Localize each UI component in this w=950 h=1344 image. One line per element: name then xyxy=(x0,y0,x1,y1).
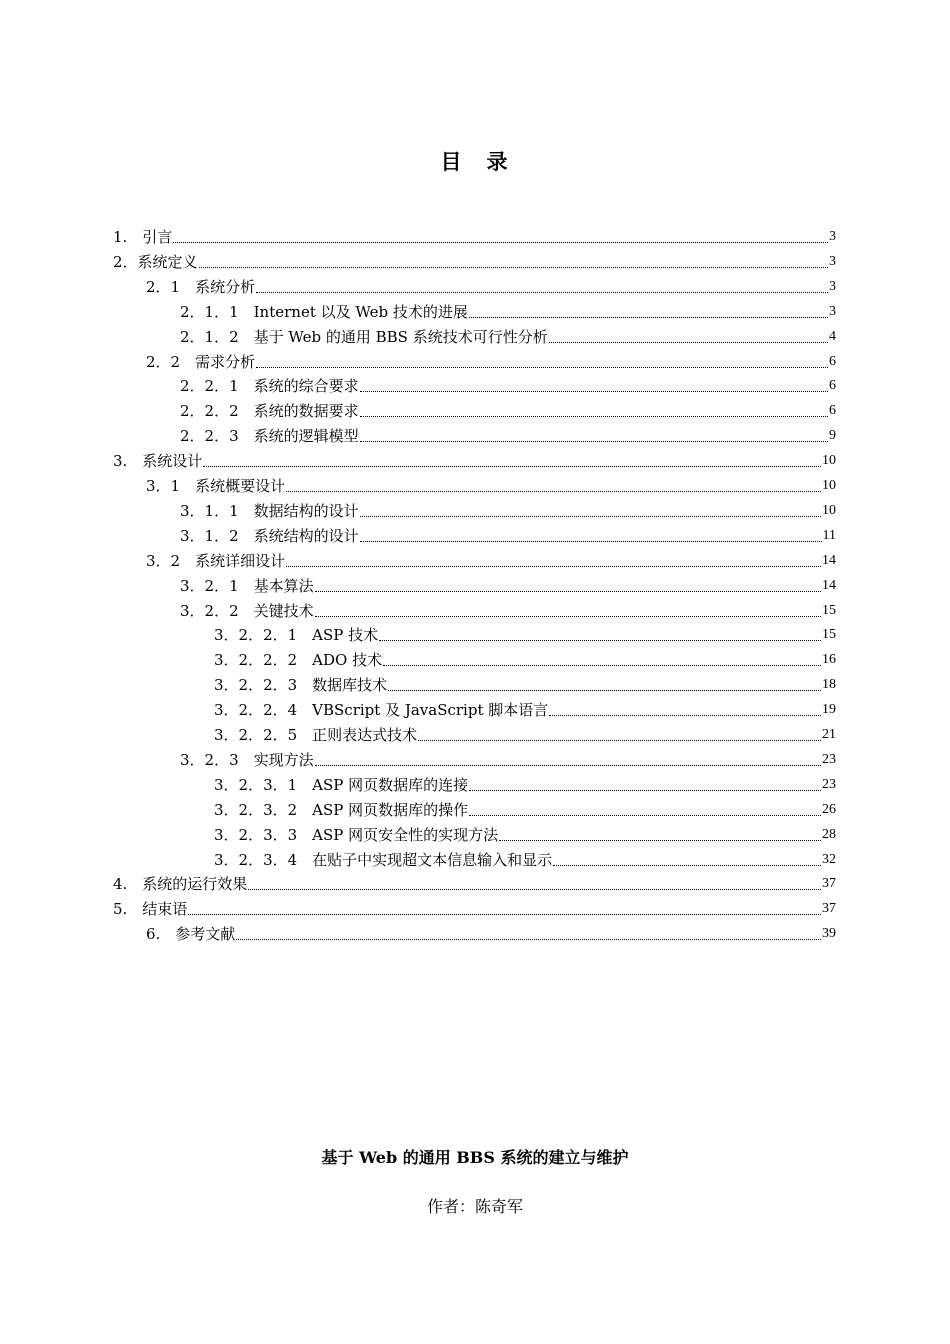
toc-dot-leader xyxy=(549,341,828,343)
toc-dot-leader xyxy=(360,515,821,517)
toc-dot-leader xyxy=(383,664,821,666)
toc-entry-page: 10 xyxy=(822,503,836,518)
toc-entry-text: 3．2．3．4 在贴子中实现超文本信息输入和显示 xyxy=(214,851,553,869)
toc-dot-leader xyxy=(199,266,828,268)
toc-entry-page: 14 xyxy=(822,553,836,568)
toc-dot-leader xyxy=(469,814,821,816)
toc-entry-page: 15 xyxy=(822,627,836,642)
toc-entry-text: 2．2．2 系统的数据要求 xyxy=(180,402,359,420)
toc-entry-page: 3 xyxy=(829,304,836,319)
toc-dot-leader xyxy=(388,689,821,691)
toc-dot-leader xyxy=(256,366,828,368)
toc-dot-leader xyxy=(360,540,822,542)
toc-entry-page: 18 xyxy=(822,677,836,692)
toc-dot-leader xyxy=(360,390,828,392)
toc-entry[interactable] xyxy=(180,523,836,545)
toc-entry-page: 37 xyxy=(822,901,836,916)
toc-entry-page: 10 xyxy=(822,453,836,468)
toc-entry[interactable] xyxy=(180,573,836,595)
toc-heading: 目 录 xyxy=(440,149,510,174)
toc-entry-text: 3．2．2．1 ASP 技术 xyxy=(214,626,379,644)
toc-entry[interactable] xyxy=(113,249,836,271)
toc-entry-text: 3．2．3 实现方法 xyxy=(180,751,314,769)
toc-dot-leader xyxy=(315,590,821,592)
toc-entry[interactable] xyxy=(214,797,836,819)
toc-entry-text: 2．2．1 系统的综合要求 xyxy=(180,377,359,395)
toc-dot-leader xyxy=(469,789,821,791)
toc-entry[interactable] xyxy=(146,349,836,371)
toc-entry[interactable] xyxy=(214,647,836,669)
toc-entry[interactable] xyxy=(113,871,836,893)
toc-entry-text: 3．2．3．3 ASP 网页安全性的实现方法 xyxy=(214,826,499,844)
toc-entry-text: 3．2．2．5 正则表达式技术 xyxy=(214,726,418,744)
toc-entry[interactable] xyxy=(214,772,836,794)
toc-entry-text: 2．1．2 基于 Web 的通用 BBS 系统技术可行性分析 xyxy=(180,328,548,346)
toc-entry[interactable] xyxy=(180,324,836,346)
toc-dot-leader xyxy=(286,490,821,492)
toc-entry[interactable] xyxy=(180,747,836,769)
toc-entry-page: 4 xyxy=(829,329,836,344)
toc-entry-page: 14 xyxy=(822,578,836,593)
toc-entry-text: 1. 引言 xyxy=(113,228,173,246)
toc-entry-page: 15 xyxy=(822,603,836,618)
toc-entry-page: 23 xyxy=(822,777,836,792)
toc-entry[interactable] xyxy=(146,921,836,943)
toc-dot-leader xyxy=(379,639,821,641)
toc-entry[interactable] xyxy=(180,299,836,321)
toc-entry-text: 2．2．3 系统的逻辑模型 xyxy=(180,427,359,445)
toc-dot-leader xyxy=(549,714,821,716)
toc-entry-page: 6 xyxy=(829,354,836,369)
toc-dot-leader xyxy=(248,888,821,890)
toc-entry-page: 11 xyxy=(822,528,836,543)
toc-dot-leader xyxy=(236,938,821,940)
toc-entry-page: 21 xyxy=(822,727,836,742)
toc-entry-text: 3．2．2．2 ADO 技术 xyxy=(214,651,383,669)
toc-entry[interactable] xyxy=(180,598,836,620)
toc-entry-page: 10 xyxy=(822,478,836,493)
toc-dot-leader xyxy=(188,913,821,915)
toc-entry-page: 19 xyxy=(822,702,836,717)
toc-entry[interactable] xyxy=(113,448,836,470)
toc-entry[interactable] xyxy=(146,548,836,570)
toc-entry-text: 2．2 需求分析 xyxy=(146,353,256,371)
toc-entry[interactable] xyxy=(180,498,836,520)
document-title: 基于 Web 的通用 BBS 系统的建立与维护 xyxy=(321,1148,629,1167)
toc-entry-text: 4. 系统的运行效果 xyxy=(113,875,248,893)
toc-entry-text: 3．1．2 系统结构的设计 xyxy=(180,527,359,545)
toc-entry-text: 3．2 系统详细设计 xyxy=(146,552,286,570)
toc-entry-text: 6. 参考文献 xyxy=(146,925,236,943)
toc-entry-page: 26 xyxy=(822,802,836,817)
toc-dot-leader xyxy=(256,291,828,293)
toc-entry-page: 39 xyxy=(822,926,836,941)
toc-entry-text: 3．2．3．1 ASP 网页数据库的连接 xyxy=(214,776,469,794)
toc-entry-text: 3. 系统设计 xyxy=(113,452,203,470)
toc-entry-text: 3．2．1 基本算法 xyxy=(180,577,314,595)
toc-entry[interactable] xyxy=(214,697,836,719)
toc-entry[interactable] xyxy=(180,423,836,445)
toc-entry-text: 3．1 系统概要设计 xyxy=(146,477,286,495)
toc-entry[interactable] xyxy=(146,274,836,296)
toc-dot-leader xyxy=(315,764,821,766)
toc-entry[interactable] xyxy=(146,473,836,495)
toc-dot-leader xyxy=(173,241,828,243)
toc-entry[interactable] xyxy=(214,622,836,644)
toc-dot-leader xyxy=(553,864,821,866)
toc-entry-page: 23 xyxy=(822,752,836,767)
toc-entry-page: 6 xyxy=(829,378,836,393)
toc-entry-page: 3 xyxy=(829,254,836,269)
toc-entry[interactable] xyxy=(214,822,836,844)
toc-entry-page: 28 xyxy=(822,827,836,842)
toc-dot-leader xyxy=(499,839,821,841)
toc-entry-text: 2．1 系统分析 xyxy=(146,278,256,296)
toc-entry-page: 3 xyxy=(829,279,836,294)
toc-dot-leader xyxy=(360,415,828,417)
toc-entry[interactable] xyxy=(113,896,836,918)
toc-entry-text: 3．1．1 数据结构的设计 xyxy=(180,502,359,520)
toc-dot-leader xyxy=(286,565,821,567)
toc-entry-text: 2．系统定义 xyxy=(113,253,198,271)
toc-entry[interactable] xyxy=(113,224,836,246)
toc-entry-page: 37 xyxy=(822,876,836,891)
toc-entry-text: 3．2．2 关键技术 xyxy=(180,602,314,620)
toc-entry-page: 3 xyxy=(829,229,836,244)
toc-entry[interactable] xyxy=(214,847,836,869)
toc-entry-text: 3．2．3．2 ASP 网页数据库的操作 xyxy=(214,801,469,819)
toc-entry-page: 6 xyxy=(829,403,836,418)
document-author: 作者：陈奇军 xyxy=(426,1197,523,1216)
toc-entry[interactable] xyxy=(180,398,836,420)
toc-entry-text: 3．2．2．3 数据库技术 xyxy=(214,676,388,694)
toc-entry-text: 2．1．1 Internet 以及 Web 技术的进展 xyxy=(180,303,468,321)
toc-entry-page: 32 xyxy=(822,852,836,867)
toc-entry[interactable] xyxy=(214,722,836,744)
toc-dot-leader xyxy=(203,465,821,467)
toc-dot-leader xyxy=(469,316,828,318)
toc-dot-leader xyxy=(315,615,821,617)
toc-entry-page: 9 xyxy=(829,428,836,443)
toc-entry[interactable] xyxy=(180,373,836,395)
toc-dot-leader xyxy=(360,440,828,442)
toc-entry-page: 16 xyxy=(822,652,836,667)
toc-dot-leader xyxy=(418,739,821,741)
toc-entry-text: 5. 结束语 xyxy=(113,900,188,918)
toc-entry[interactable] xyxy=(214,672,836,694)
toc-entry-text: 3．2．2．4 VBScript 及 JavaScript 脚本语言 xyxy=(214,701,549,719)
